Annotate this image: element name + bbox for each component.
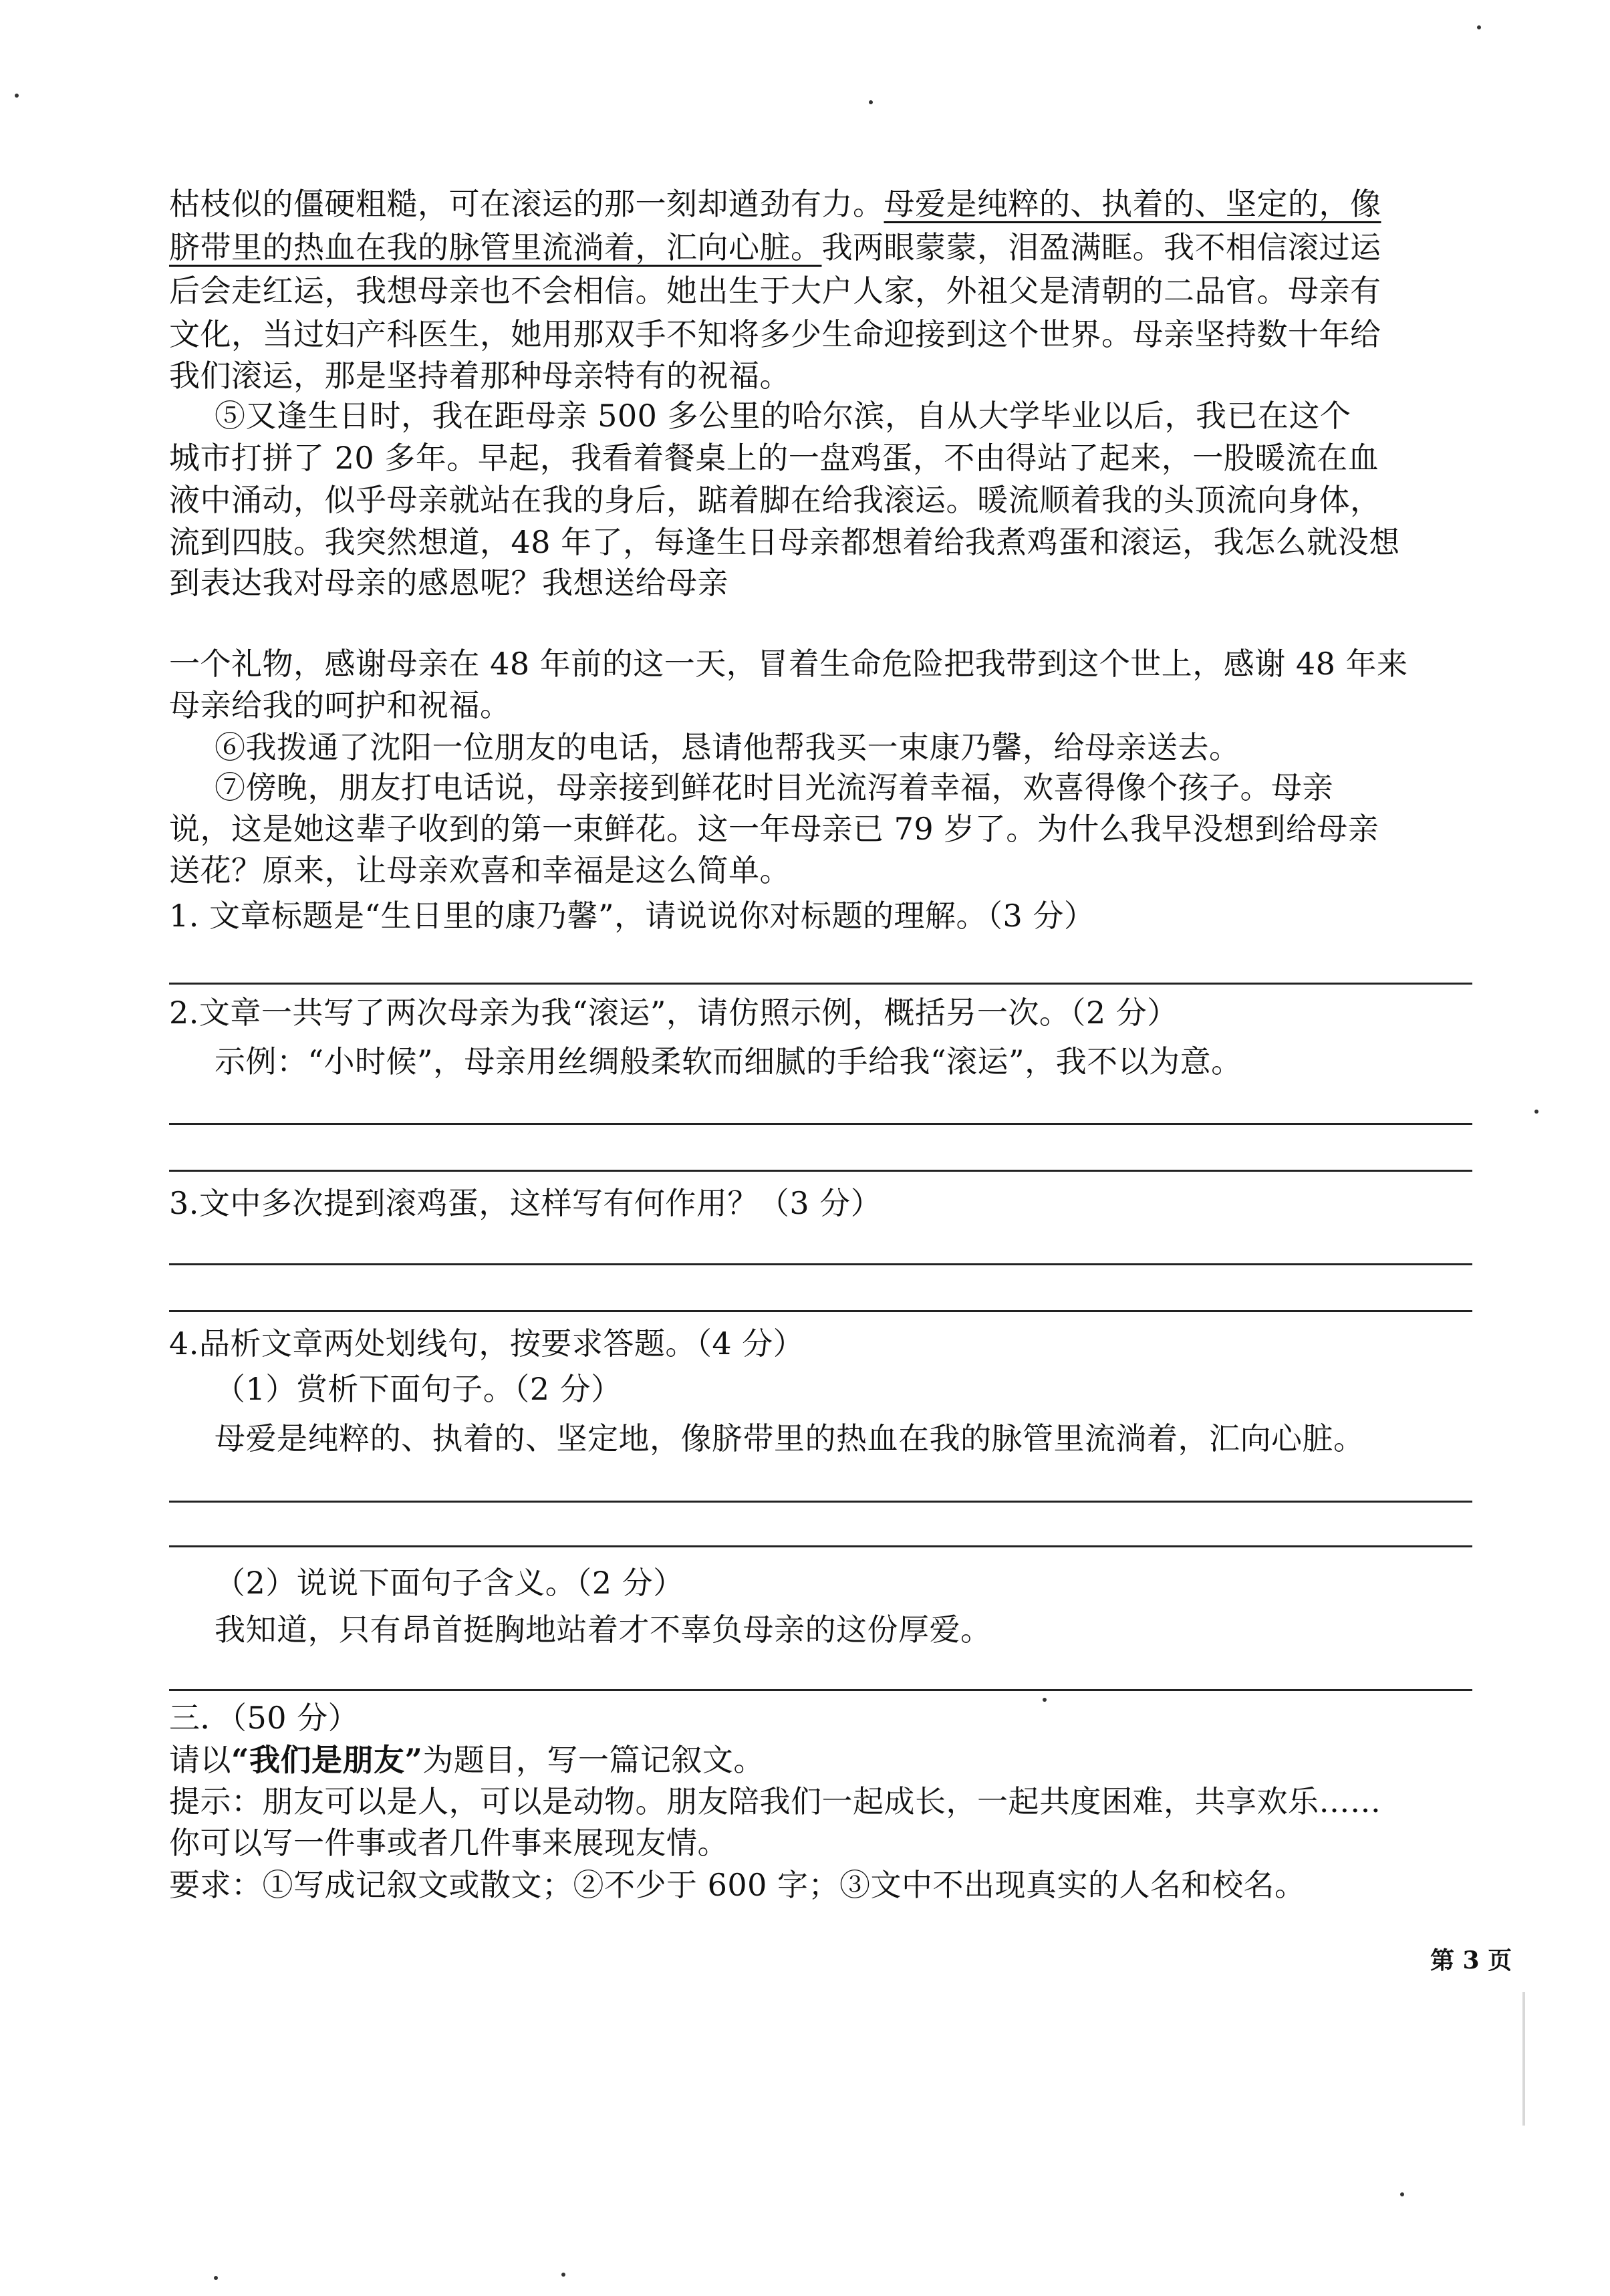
answer-line[interactable] bbox=[169, 1310, 1472, 1312]
passage-line: ⑥我拨通了沈阳一位朋友的电话，恳请他帮我买一束康乃馨，给母亲送去。 bbox=[215, 729, 1240, 765]
passage-line: 我们滚运，那是坚持着那种母亲特有的祝福。 bbox=[169, 358, 791, 394]
answer-line[interactable] bbox=[169, 1170, 1472, 1172]
answer-line[interactable] bbox=[169, 1123, 1472, 1125]
answer-line[interactable] bbox=[169, 1263, 1472, 1265]
essay-hint: 你可以写一件事或者几件事来展现友情。 bbox=[169, 1825, 728, 1861]
passage-text: 枯枝似的僵硬粗糙，可在滚运的那一刻却遒劲有力。 bbox=[169, 186, 884, 222]
passage-text: 我两眼蒙蒙，泪盈满眶。我不相信滚过运 bbox=[821, 229, 1381, 265]
passage-line: 母亲给我的呵护和祝福。 bbox=[169, 687, 511, 723]
scan-edge-shadow bbox=[1522, 1992, 1525, 2126]
scan-speck bbox=[214, 2276, 218, 2280]
passage-line: 后会走红运，我想母亲也不会相信。她出生于大户人家，外祖父是清朝的二品官。母亲有 bbox=[169, 273, 1381, 309]
passage-line: 文化，当过妇产科医生，她用那双手不知将多少生命迎接到这个世界。母亲坚持数十年给 bbox=[169, 316, 1381, 352]
scan-speck bbox=[1534, 1110, 1538, 1114]
section-3-heading: 三．（50 分） bbox=[169, 1700, 360, 1736]
essay-prompt-text: 为题目，写一篇记叙文。 bbox=[422, 1742, 765, 1778]
passage-line: 城市打拼了 20 多年。早起，我看着餐桌上的一盘鸡蛋，不由得站了起来，一股暖流在血 bbox=[169, 440, 1379, 476]
question-2: 2.文章一共写了两次母亲为我“滚运”，请仿照示例，概括另一次。（2 分） bbox=[169, 995, 1178, 1031]
question-4-part-1-sentence: 母爱是纯粹的、执着的、坚定地，像脐带里的热血在我的脉管里流淌着，汇向心脏。 bbox=[215, 1420, 1365, 1456]
essay-prompt-text: 请以 bbox=[169, 1742, 231, 1778]
passage-line: 液中涌动，似乎母亲就站在我的身后，踮着脚在给我滚运。暖流顺着我的头顶流向身体， bbox=[169, 482, 1381, 518]
answer-line[interactable] bbox=[169, 1501, 1472, 1503]
question-4-part-2: （2）说说下面句子含义。（2 分） bbox=[215, 1565, 684, 1601]
passage-line: 送花？原来，让母亲欢喜和幸福是这么简单。 bbox=[169, 852, 791, 888]
essay-title: “我们是朋友” bbox=[231, 1742, 423, 1778]
underlined-sentence: 母爱是纯粹的、执着的、坚定的，像 bbox=[884, 186, 1381, 222]
question-2-example: 示例：“小时候”，母亲用丝绸般柔软而细腻的手给我“滚运”，我不以为意。 bbox=[215, 1043, 1242, 1079]
passage-line: 到表达我对母亲的感恩呢？我想送给母亲 bbox=[169, 565, 728, 601]
essay-requirements: 要求：①写成记叙文或散文；②不少于 600 字；③文中不出现真实的人名和校名。 bbox=[169, 1867, 1306, 1903]
passage-line: 说，这是她这辈子收到的第一束鲜花。这一年母亲已 79 岁了。为什么我早没想到给母亲 bbox=[169, 811, 1379, 847]
answer-line[interactable] bbox=[169, 983, 1472, 985]
underlined-sentence: 脐带里的热血在我的脉管里流淌着，汇向心脏。 bbox=[169, 229, 822, 265]
scan-speck bbox=[1043, 1698, 1047, 1702]
essay-prompt bbox=[169, 1740, 765, 1780]
essay-hint: 提示：朋友可以是人，可以是动物。朋友陪我们一起成长，一起共度困难，共享欢乐…… bbox=[169, 1783, 1381, 1819]
answer-line[interactable] bbox=[169, 1545, 1472, 1547]
question-4: 4.品析文章两处划线句，按要求答题。（4 分） bbox=[169, 1325, 805, 1362]
scan-speck bbox=[561, 2273, 565, 2277]
answer-line[interactable] bbox=[169, 1689, 1472, 1691]
passage-line: 流到四肢。我突然想道，48 年了，每逢生日母亲都想着给我煮鸡蛋和滚运，我怎么就没想 bbox=[169, 524, 1400, 560]
question-3: 3.文中多次提到滚鸡蛋，这样写有何作用？（3 分） bbox=[169, 1185, 882, 1221]
passage-line: ⑤又逢生日时，我在距母亲 500 多公里的哈尔滨，自从大学毕业以后，我已在这个 bbox=[215, 398, 1351, 434]
passage-line bbox=[169, 184, 1381, 224]
passage-line bbox=[169, 227, 1381, 267]
scan-speck bbox=[1400, 2192, 1404, 2196]
scan-speck bbox=[1477, 25, 1481, 29]
question-4-part-1: （1）赏析下面句子。（2 分） bbox=[215, 1371, 622, 1407]
question-4-part-2-sentence: 我知道，只有昂首挺胸地站着才不辜负母亲的这份厚爱。 bbox=[215, 1612, 992, 1648]
passage-line: 一个礼物，感谢母亲在 48 年前的这一天，冒着生命危险把我带到这个世上，感谢 48 年来 bbox=[169, 646, 1408, 682]
question-1: 1. 文章标题是“生日里的康乃馨”，请说说你对标题的理解。（3 分） bbox=[169, 898, 1095, 934]
scan-speck bbox=[869, 100, 873, 104]
passage-line: ⑦傍晚，朋友打电话说，母亲接到鲜花时目光流泻着幸福，欢喜得像个孩子。母亲 bbox=[215, 769, 1333, 805]
page-number: 第 3 页 bbox=[1430, 1946, 1512, 1974]
scan-speck bbox=[15, 94, 19, 98]
